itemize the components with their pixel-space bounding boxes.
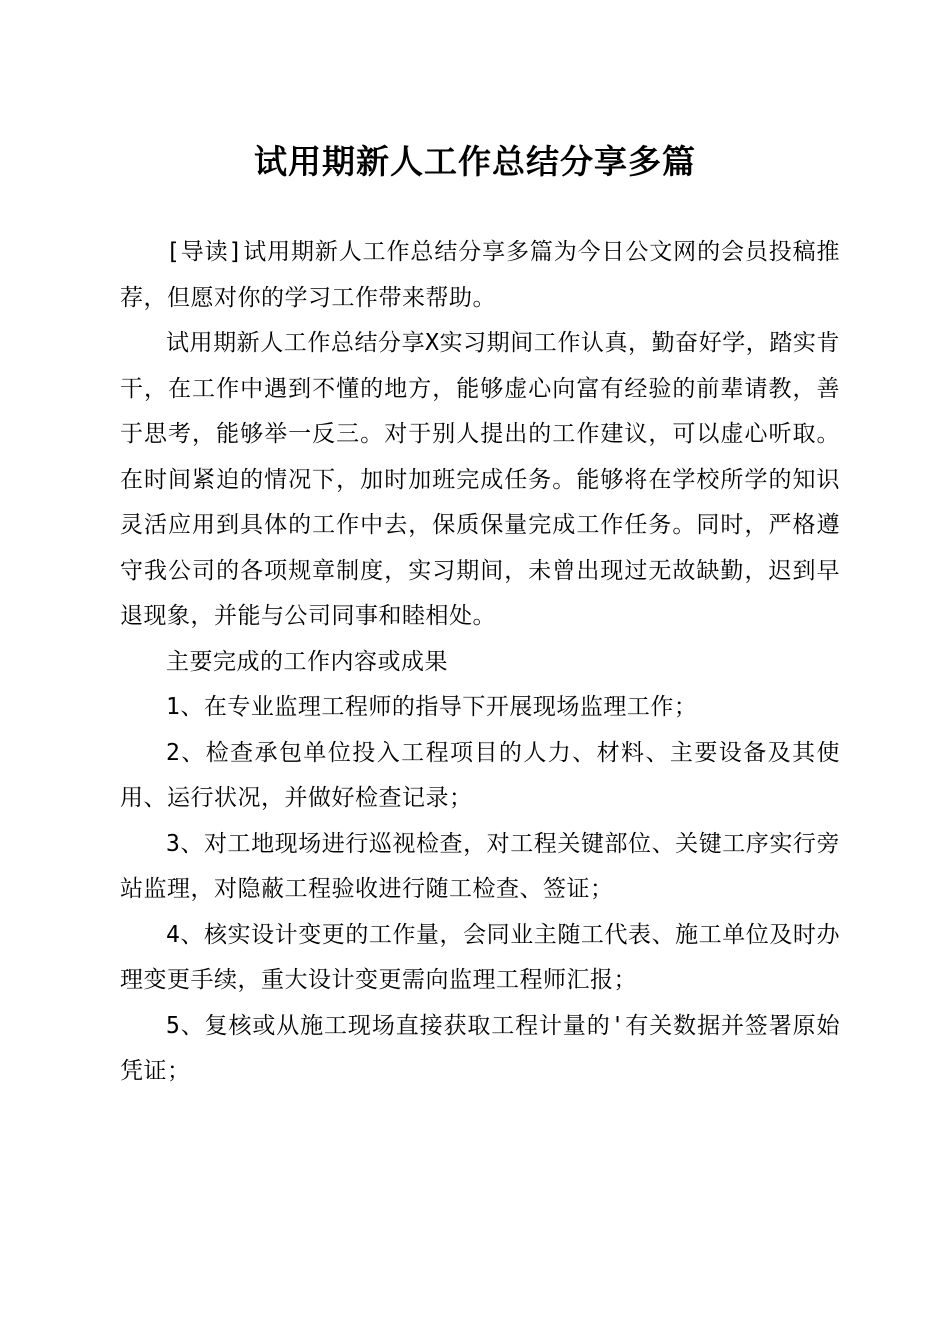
paragraph-summary: 试用期新人工作总结分享X实习期间工作认真，勤奋好学，踏实肯干，在工作中遇到不懂的地方，能够虚心向富有经验的前辈请教，善于思考，能够举一反三。对于别人提出的工作建议，可以虚心听取。在时间紧迫的情况下，加时加班完成任务。能够将在学校所学的知识灵活应用到具体的工作中去，保质保量完成工作任务。同时，严格遵守我公司的各项规章制度，实习期间，未曾出现过无故缺勤，迟到早退现象，并能与公司同事和睦相处。 [120, 330, 840, 629]
paragraph-item-1: 1、在专业监理工程师的指导下开展现场监理工作； [166, 694, 698, 720]
paragraph-section-heading: 主要完成的工作内容或成果 [166, 648, 448, 675]
paragraph-item-4: 4、核实设计变更的工作量，会同业主随工代表、施工单位及时办理变更手续，重大设计变更需向监理工程师汇报； [120, 921, 840, 993]
document-title: 试用期新人工作总结分享多篇 [254, 142, 696, 181]
document-body [120, 230, 840, 1095]
paragraph-intro: [导读]试用期新人工作总结分享多篇为今日公文网的会员投稿推荐，但愿对你的学习工作带来帮助。 [120, 239, 840, 311]
paragraph-item-5: 5、复核或从施工现场直接获取工程计量的'有关数据并签署原始凭证； [120, 1012, 840, 1084]
paragraph-item-2: 2、检查承包单位投入工程项目的人力、材料、主要设备及其使用、运行状况，并做好检查记录； [120, 739, 840, 811]
paragraph-item-3: 3、对工地现场进行巡视检查，对工程关键部位、关键工序实行旁站监理，对隐蔽工程验收进行随工检查、签证； [120, 830, 840, 902]
